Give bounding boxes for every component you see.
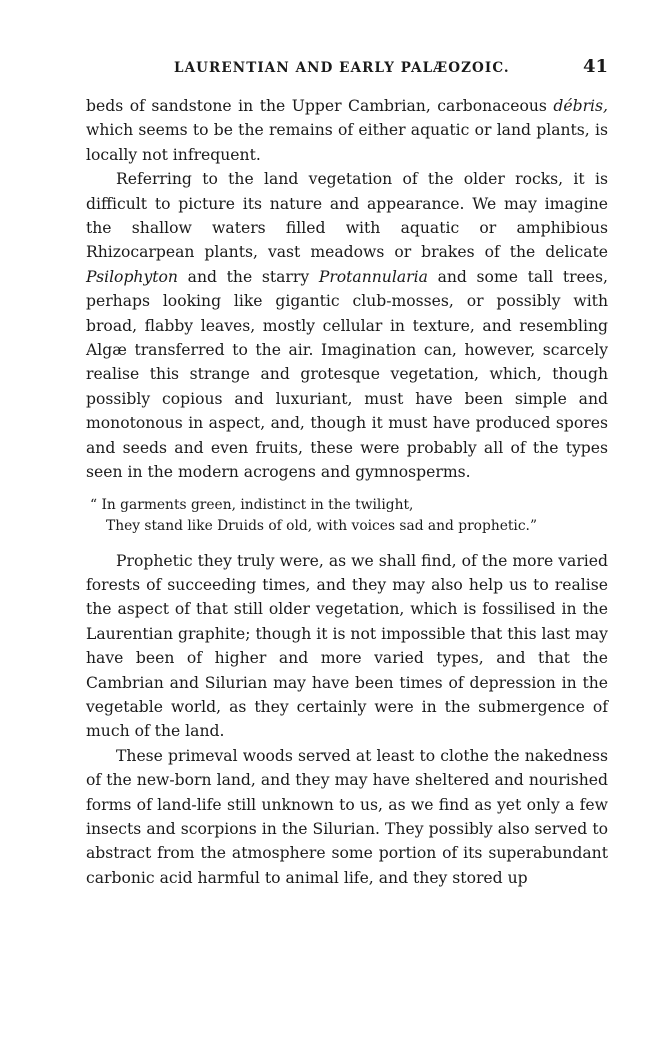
verse-quotation [90, 495, 608, 537]
text-run: Referring to the land vegetation of the older rocks, it is difficult to picture its nature and appearance. We may imagine the shallow waters filled with aquatic or amphibious Rhizocarpean plants, vast meadows or brakes of the delicate [86, 170, 608, 262]
paragraph-3 [86, 549, 608, 744]
paragraph-1 [86, 94, 608, 167]
italic-term: Psilophyton [86, 267, 178, 286]
running-head [86, 52, 608, 88]
text-run: These primeval woods served at least to clothe the nakedness of the new-born land, and they may have sheltered and nourished forms of land-life still unknown to us, as we find as yet only a few insects and scorpions in the Silurian. They possibly also served to abstract from the atmosphere some portion of its superabundant carbonic acid harmful to animal life, and they stored up [86, 746, 608, 887]
text-run: which seems to be the remains of either aquatic or land plants, is locally not infrequent. [86, 121, 608, 164]
verse-line-2: They stand like Druids of old, with voices sad and prophetic.” [106, 517, 537, 534]
text-run: beds of sandstone in the Upper Cambrian, carbonaceous [86, 97, 554, 115]
text-run: and some tall trees, perhaps looking like gigantic club-mosses, or possibly with broad, flabby leaves, mostly cellular in texture, and resembling Algæ transferred to the air. Imagination can, however, scarcely realise this strange and grotesque vegetation, which, though possibly copious and luxuriant, must have been simple and monotonous in aspect, and, though it must have produced spores and seeds and even fruits, these were probably all of the types seen in the modern acrogens and gymnosperms. [86, 267, 608, 482]
paragraph-4 [86, 744, 608, 890]
verse-line-1: “ In garments green, indistinct in the twilight, [90, 496, 414, 513]
page-number: 41 [582, 56, 608, 77]
italic-term: Protannularia [318, 267, 428, 286]
text-run: Prophetic they truly were, as we shall find, of the more varied forests of succeeding times, and they may also help us to realise the aspect of that still older vegetation, which is fossilised in the Laurentian graphite; though it is not impossible that this last may have been of higher and more varied types, and that the Cambrian and Silurian may have been times of depression in the vegetable world, as they certainly were in the submergence of much of the land. [86, 551, 608, 741]
book-page [86, 52, 608, 890]
running-title: LAURENTIAN AND EARLY PALÆOZOIC. [174, 60, 510, 76]
text-run: and the starry [177, 267, 319, 286]
paragraph-2 [86, 167, 608, 484]
italic-term: débris, [553, 97, 608, 115]
